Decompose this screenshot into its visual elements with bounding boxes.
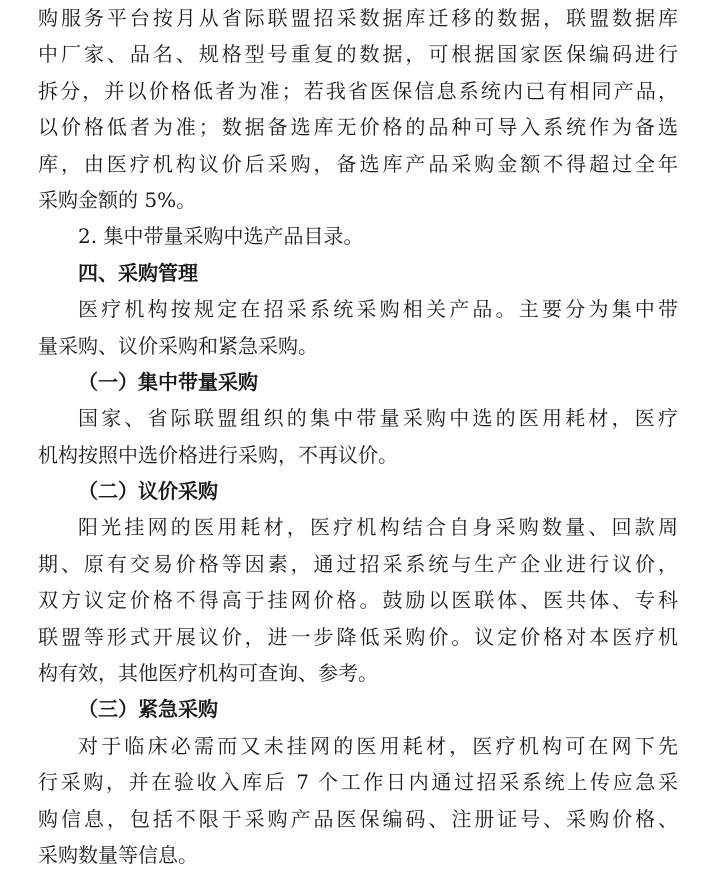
paragraph-line: 国家、省际联盟组织的集中带量采购中选的医用耗材，医疗 xyxy=(78,406,678,431)
paragraph-line: 采购数量等信息。 xyxy=(38,842,198,867)
document-page xyxy=(38,0,678,873)
paragraph-line: 采购金额的 5%。 xyxy=(38,187,197,212)
paragraph-line: 双方议定价格不得高于挂网价格。鼓励以医联体、医共体、专科 xyxy=(38,588,678,613)
list-item-2: 2. 集中带量采购中选产品目录。 xyxy=(78,224,364,249)
subsection-heading: （二）议价采购 xyxy=(78,479,218,504)
section-heading: 四、采购管理 xyxy=(78,260,198,285)
paragraph-line: 中厂家、品名、规格型号重复的数据，可根据国家医保编码进行 xyxy=(38,42,678,67)
paragraph-line: 阳光挂网的医用耗材，医疗机构结合自身采购数量、回款周 xyxy=(78,515,678,540)
paragraph-line: 联盟等形式开展议价，进一步降低采购价。议定价格对本医疗机 xyxy=(38,624,678,649)
subsection-heading: （一）集中带量采购 xyxy=(78,369,258,394)
paragraph-line: 购服务平台按月从省际联盟招采数据库迁移的数据，联盟数据库 xyxy=(38,6,678,30)
paragraph-line: 购信息，包括不限于采购产品医保编码、注册证号、采购价格、 xyxy=(38,806,678,831)
paragraph-line: 对于临床必需而又未挂网的医用耗材，医疗机构可在网下先 xyxy=(78,733,678,758)
paragraph-line: 量采购、议价采购和紧急采购。 xyxy=(38,333,318,358)
paragraph-line: 构有效，其他医疗机构可查询、参考。 xyxy=(38,661,378,686)
paragraph-line: 医疗机构按规定在招采系统采购相关产品。主要分为集中带 xyxy=(78,297,678,322)
paragraph-line: 机构按照中选价格进行采购，不再议价。 xyxy=(38,442,398,467)
paragraph-line: 期、原有交易价格等因素，通过招采系统与生产企业进行议价， xyxy=(38,551,678,576)
paragraph-line: 库，由医疗机构议价后采购，备选库产品采购金额不得超过全年 xyxy=(38,151,678,176)
paragraph-line: 以价格低者为准；数据备选库无价格的品种可导入系统作为备选 xyxy=(38,115,678,140)
paragraph-line: 拆分，并以价格低者为准；若我省医保信息系统内已有相同产品， xyxy=(38,78,678,103)
subsection-heading: （三）紧急采购 xyxy=(78,697,218,722)
paragraph-line: 行采购，并在验收入库后 7 个工作日内通过招采系统上传应急采 xyxy=(38,770,678,795)
